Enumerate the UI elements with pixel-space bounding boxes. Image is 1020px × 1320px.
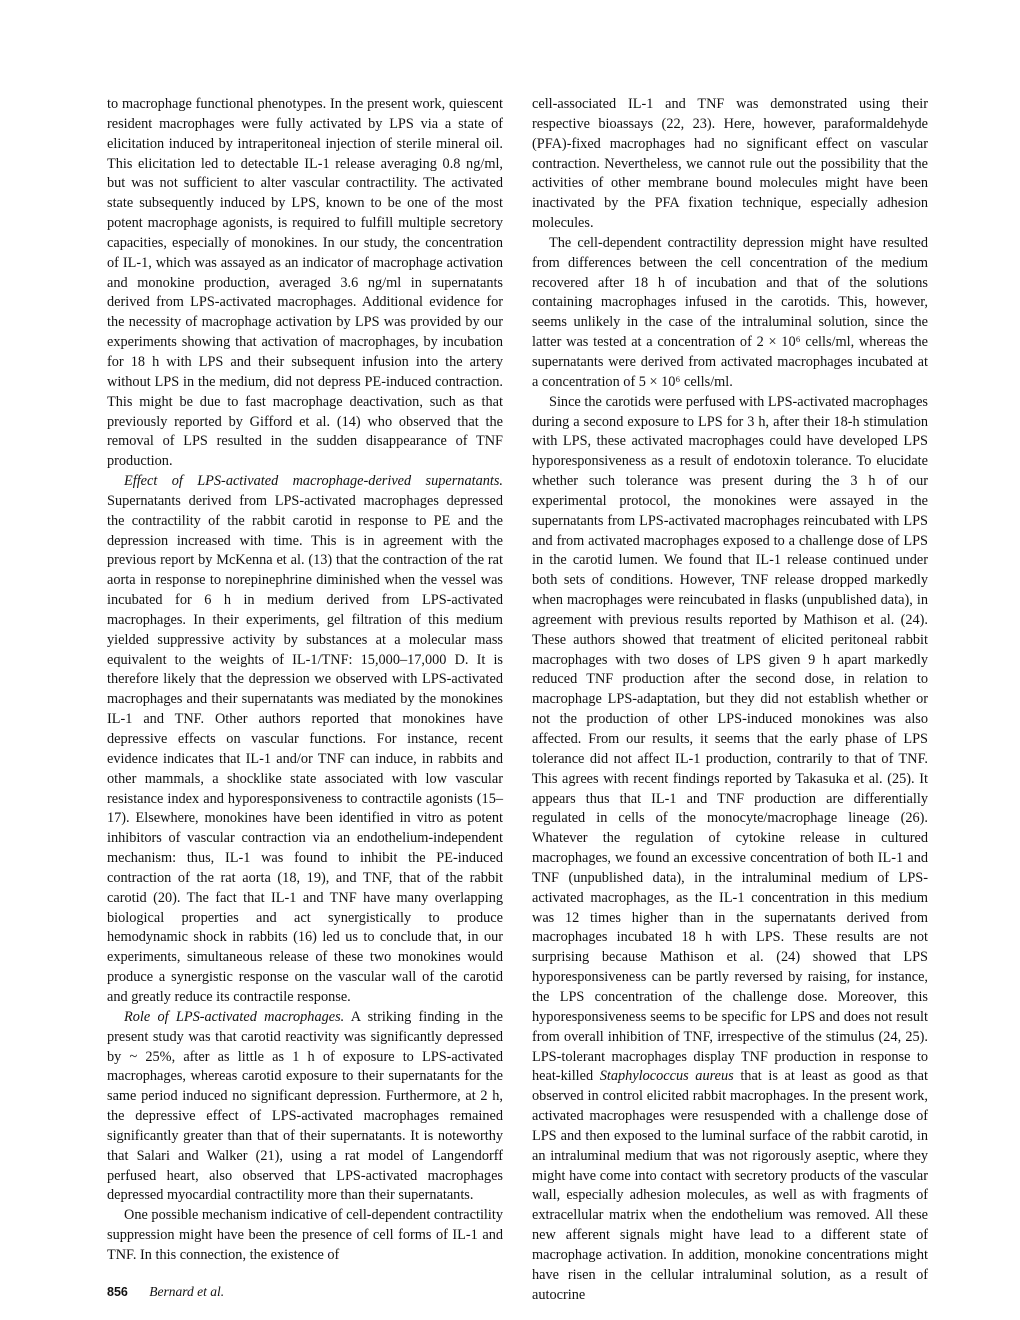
paragraph: cell-associated IL-1 and TNF was demonstrated using their respective bioassays (22, 23). Here, however, paraformaldehyde (PFA)-fixed macrophages had no significant effect on vascular contraction. Nevertheless, we cannot rule out the possibility that the activities of other membrane bound molecules might have been inactivated by the PFA fixation technique, especially adhesion molecules. <box>532 96 928 232</box>
paragraph-body: A striking finding in the present study was that carotid reactivity was significantly depressed by ~ 25%, after as little as 1 h of exposure to LPS-activated macrophages, whereas carotid exposure to their supernatants for the same period induced no significant depression. Furthermore, at 2 h, the depressive effect of LPS-activated macrophages remained significantly greater than that of their supernatants. It is noteworthy that Salari and Walker (21), using a rat model of Langendorff perfused heart, also observed that LPS-activated macrophages depressed myocardial contractility more than their supernatants. <box>107 1008 503 1204</box>
page-number: 856 <box>107 1285 128 1299</box>
right-column <box>532 95 928 1305</box>
paragraph-body: Since the carotids were perfused with LPS-activated macrophages during a second exposure to LPS for 3 h, after their 18-h stimulation with LPS, these activated macrophages could have developed LPS hyporesponsiveness as a result of endotoxin tolerance. To elucidate whether such tolerance was present during the 3 h of our experimental protocol, the monokines were assayed in the supernatants from LPS-activated macrophages reincubated with LPS and from activated macrophages exposed to a challenge dose of LPS in the carotid lumen. We found that IL-1 release continued under both sets of conditions. However, TNF release dropped markedly when macrophages were reincubated in flasks (unpublished data), in agreement with previous results reported by Mathison et al. (24). These authors showed that treatment of elicited peritoneal rabbit macrophages with two doses of LPS given 9 h apart markedly reduced TNF production after the second dose, in relation to macrophage LPS-adaptation, but they did not establish whether or not the production of other LPS-induced monokines was also affected. From our results, it seems that the early phase of LPS tolerance did not affect IL-1 production, contrarily to that of TNF. This agrees with recent findings reported by Takasuka et al. (25). It appears thus that IL-1 and TNF production are differentially regulated in cells of the monocyte/macrophage lineage (26). Whatever the regulation of cytokine release in cultured macrophages, we found an excessive concentration of both IL-1 and TNF (unpublished data), in the intraluminal medium of LPS-activated macrophages, as the IL-1 concentration in this medium was 12 times higher than in the supernatants derived from macrophages incubated 18 h with LPS. These results are not surprising because Mathison et al. (24) showed that LPS hyporesponsiveness can be partly reversed by raising, for instance, the LPS concentration of the challenge dose. Moreover, this hyporesponsiveness seems to be specific for LPS and does not result from overall inhibition of TNF, irrespective of the stimulus (24, 25). LPS-tolerant macrophages display TNF production in response to heat-killed <box>532 393 928 1085</box>
paragraph <box>532 393 928 1306</box>
paragraph-body: Supernatants derived from LPS-activated macrophages depressed the contractility of the rabbit carotid in response to PE and the depression increased with time. This is in agreement with the previous report by McKenna et al. (13) that the contraction of the rat aorta in response to norepinephrine diminished when the vessel was incubated for 6 h in medium derived from LPS-activated macrophages. In their experiments, gel filtration of this medium yielded suppressive activity by substances at a molecular mass equivalent to the weights of IL-1/TNF: 15,000–17,000 D. It is therefore likely that the depression we observed with LPS-activated macrophages and their supernatants was mediated by the monokines IL-1 and TNF. Other authors reported that monokines have depressive effects on vascular functions. For instance, recent evidence indicates that IL-1 and/or TNF can induce, in rabbits and other mammals, a shocklike state associated with low vascular resistance index and hyporesponsiveness to contractile agonists (15–17). Elsewhere, monokines have been identified in vitro as potent inhibitors of vascular contraction via an endothelium-independent mechanism: thus, IL-1 was found to inhibit the PE-induced contraction of the rat aorta (18, 19), and TNF, that of the rabbit carotid (20). The fact that IL-1 and TNF have many overlapping biological properties and act synergistically to produce hemodynamic shock in rabbits (16) led us to conclude that, in our experiments, simultaneous release of these two monokines would produce a synergistic response on the vascular wall of the carotid and greatly reduce its contractile response. <box>107 492 503 1005</box>
paragraph: The cell-dependent contractility depression might have resulted from differences between the cell concentration of the medium recovered after 18 h of incubation and that of the solutions containing macrophages infused in the carotids. This, however, seems unlikely in the case of the intraluminal solution, since the latter was tested at a concentration of 2 × 10⁶ cells/ml, whereas the supernatants were derived from activated macrophages incubated at a concentration of 5 × 10⁶ cells/ml. <box>532 234 928 390</box>
section-heading: Effect of LPS-activated macrophage-derived supernatants. <box>124 473 503 490</box>
running-footer-authors: Bernard et al. <box>149 1284 225 1299</box>
page-footer <box>107 1284 224 1300</box>
paragraph: One possible mechanism indicative of cell-dependent contractility suppression might have been the presence of cell forms of IL-1 and TNF. In this connection, the existence of <box>107 1207 503 1263</box>
paragraph <box>107 1008 503 1206</box>
species-name: Staphylococcus aureus <box>599 1068 734 1085</box>
paragraph-body: that is at least as good as that observed in control elicited rabbit macrophages. In the present work, activated macrophages were resuspended with a challenge dose of LPS and then exposed to the luminal surface of the rabbit carotid, in an intraluminal medium that was not rigorously aseptic, where they might have come into contact with secretory products of the vascular wall, especially adhesion molecules, as well as with fragments of extracellular matrix when the endothelium was removed. All these new afferent signals might have lead to a different state of macrophage activation. In addition, monokine concentrations might have risen in the cellular intraluminal solution, as a result of autocrine <box>532 1068 928 1303</box>
paragraph: to macrophage functional phenotypes. In the present work, quiescent resident macrophages were fully activated by LPS via a state of elicitation induced by intraperitoneal injection of sterile mineral oil. This elicitation led to detectable IL-1 release averaging 0.8 ng/ml, but was not sufficient to alter vascular contractility. The activated state subsequently induced by LPS, known to be one of the most potent macrophage agonists, is required to fulfill multiple secretory capacities, especially of monokines. In our study, the concentration of IL-1, which was assayed as an indicator of macrophage activation and monokine production, averaged 3.6 ng/ml in supernatants derived from LPS-activated macrophages. Additional evidence for the necessity of macrophage activation by LPS was provided by our experiments showing that activation of macrophages, by incubation for 18 h with LPS and their subsequent infusion into the artery without LPS in the medium, did not depress PE-induced contraction. This might be due to fast macrophage deactivation, such as that previously reported by Gifford et al. (14) who observed that the removal of LPS resulted in the sudden disappearance of TNF production. <box>107 96 503 470</box>
paragraph <box>107 472 503 1008</box>
left-column <box>107 95 503 1266</box>
section-heading: Role of LPS-activated macrophages. <box>124 1008 345 1025</box>
